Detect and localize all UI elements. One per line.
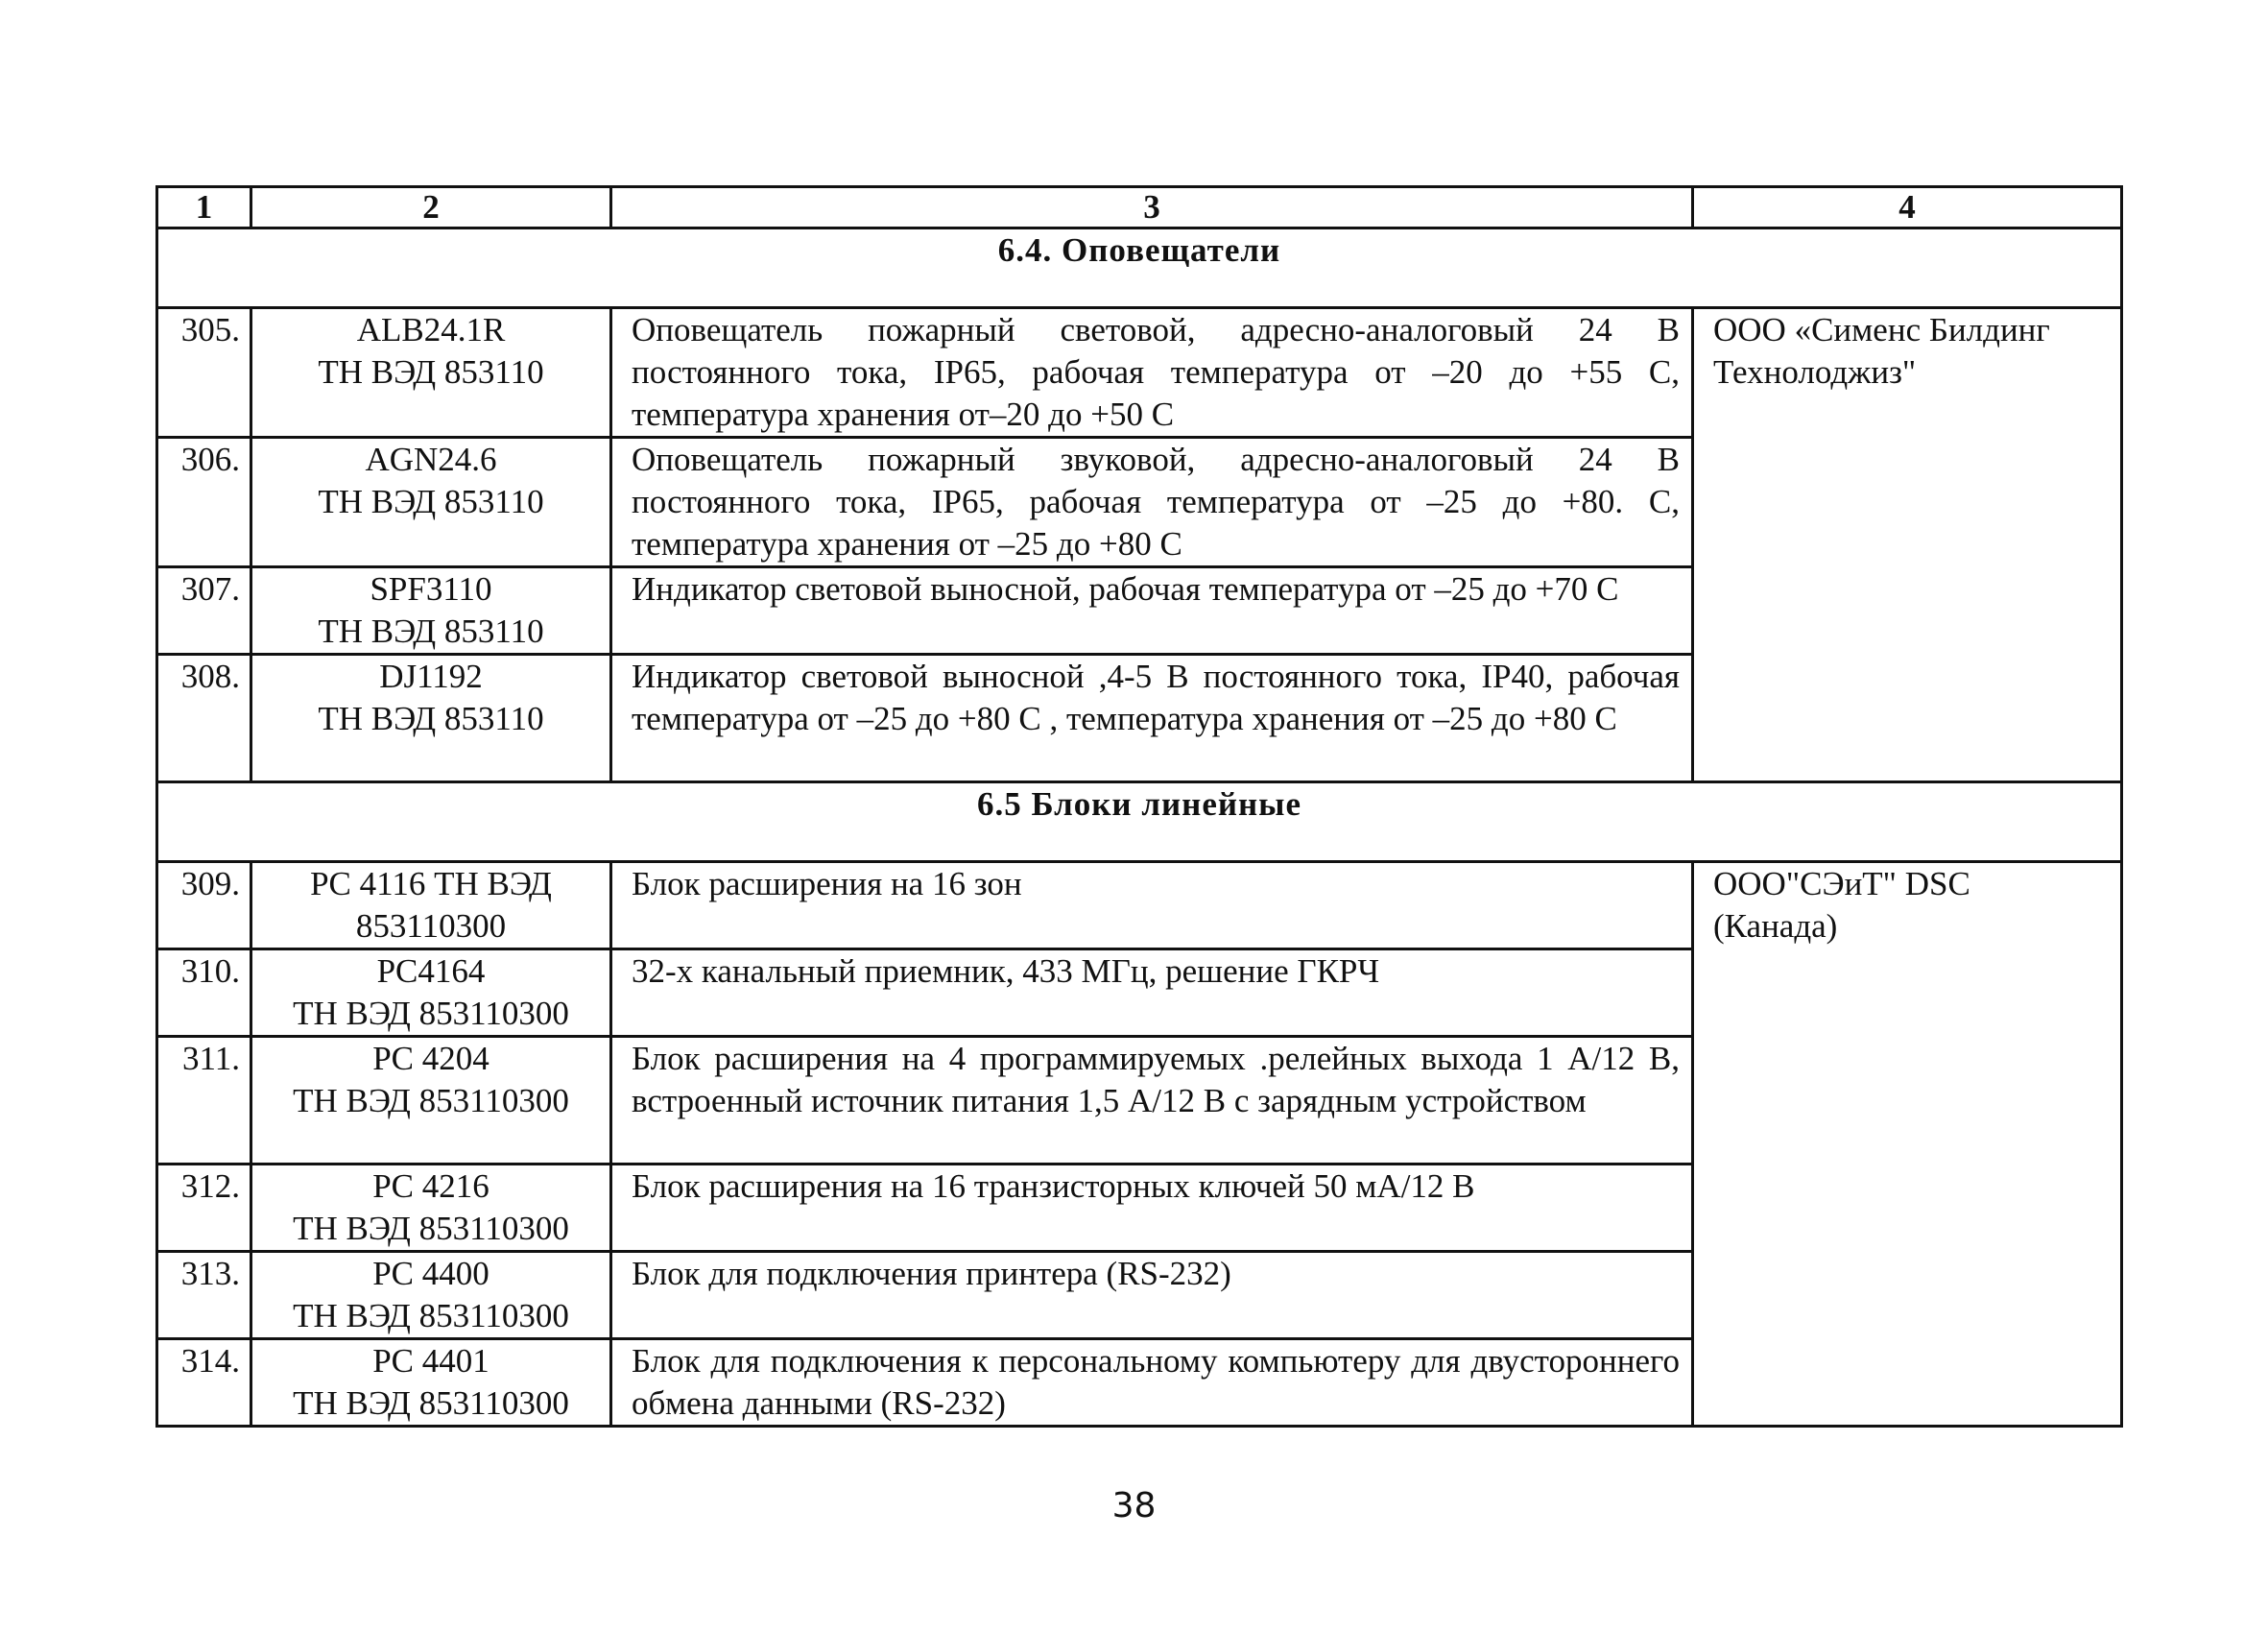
row-number: 308.: [157, 655, 251, 782]
table-row: [157, 862, 2122, 949]
product-description: 32-х канальный приемник, 433 МГц, решение ГКРЧ: [611, 949, 1693, 1037]
section-heading-row: [157, 782, 2122, 862]
model-name: PC 4204: [372, 1040, 489, 1077]
product-code: [251, 1252, 611, 1339]
product-description: Индикатор световой выносной, рабочая температура от –25 до +70 С: [611, 567, 1693, 655]
customs-code: ТН ВЭД 853110300: [293, 1384, 569, 1422]
customs-code: ТН ВЭД 853110300: [293, 1297, 569, 1334]
model-name: PC 4401: [372, 1342, 489, 1380]
row-number: 312.: [157, 1165, 251, 1252]
product-description: Блок расширения на 16 зон: [611, 862, 1693, 949]
page-number: 38: [1111, 1486, 1157, 1525]
model-name: PC4164: [376, 952, 486, 990]
column-number-row: [157, 187, 2122, 228]
product-description: Индикатор световой выносной ,4-5 В постоянного тока, IP40, рабочая температура от –25 до +80 С , температура хранения от –25 до +80 С: [611, 655, 1693, 782]
row-number: 313.: [157, 1252, 251, 1339]
supplier-name: Технолоджиз": [1713, 353, 1917, 391]
customs-code: ТН ВЭД 853110300: [293, 1210, 569, 1247]
model-name: PC 4400: [372, 1255, 489, 1292]
section-title: 6.4. Оповещатели: [157, 228, 2122, 308]
product-description: Оповещатель пожарный звуковой, адресно-аналоговый 24 В постоянного тока, IP65, рабочая температура от –25 до +80. С, температура хранения от –25 до +80 С: [611, 438, 1693, 567]
model-name: DJ1192: [379, 658, 483, 695]
product-description: Блок для подключения принтера (RS-232): [611, 1252, 1693, 1339]
row-number: 307.: [157, 567, 251, 655]
column-number: 1: [157, 187, 251, 228]
product-code: [251, 567, 611, 655]
customs-code: ТН ВЭД 853110300: [293, 1082, 569, 1119]
product-code: [251, 1165, 611, 1252]
product-code: [251, 1037, 611, 1165]
product-code: [251, 438, 611, 567]
product-code: [251, 308, 611, 438]
row-number: 310.: [157, 949, 251, 1037]
row-number: 309.: [157, 862, 251, 949]
customs-code: ТН ВЭД 853110: [318, 483, 544, 520]
model-name: PC 4216: [372, 1167, 489, 1205]
product-code: [251, 1339, 611, 1427]
product-description: Блок расширения на 4 программируемых .релейных выхода 1 А/12 В, встроенный источник питания 1,5 А/12 В с зарядным устройством: [611, 1037, 1693, 1165]
customs-code: ТН ВЭД 853110300: [293, 995, 569, 1032]
model-name: ALB24.1R: [356, 311, 506, 348]
row-number: 305.: [157, 308, 251, 438]
supplier-country: (Канада): [1713, 907, 1838, 945]
supplier-name: ООО «Сименс Билдинг: [1713, 311, 2050, 348]
product-description: Блок для подключения к персональному компьютеру для двустороннего обмена данными (RS-232): [611, 1339, 1693, 1427]
supplier-cell: [1693, 308, 2122, 782]
row-number: 314.: [157, 1339, 251, 1427]
column-number: 3: [611, 187, 1693, 228]
section-heading-row: [157, 228, 2122, 308]
model-name: AGN24.6: [365, 441, 497, 478]
row-number: 306.: [157, 438, 251, 567]
product-description: Оповещатель пожарный световой, адресно-аналоговый 24 В постоянного тока, IP65, рабочая температура от –20 до +55 С, температура хранения от–20 до +50 С: [611, 308, 1693, 438]
product-code: [251, 655, 611, 782]
product-description: Блок расширения на 16 транзисторных ключей 50 мА/12 В: [611, 1165, 1693, 1252]
model-name: SPF3110: [370, 570, 492, 608]
section-title: 6.5 Блоки линейные: [157, 782, 2122, 862]
specification-table: [155, 185, 2123, 1428]
row-number: 311.: [157, 1037, 251, 1165]
customs-code: ТН ВЭД 853110: [318, 353, 544, 391]
supplier-name: ООО"СЭиТ" DSC: [1713, 865, 1970, 902]
product-code: [251, 949, 611, 1037]
supplier-cell: [1693, 862, 2122, 1427]
table-row: [157, 308, 2122, 438]
product-code: [251, 862, 611, 949]
customs-code: ТН ВЭД 853110: [318, 700, 544, 737]
column-number: 2: [251, 187, 611, 228]
model-name: PC 4116 ТН ВЭД: [310, 865, 552, 902]
customs-code: ТН ВЭД 853110: [318, 612, 544, 650]
customs-code: 853110300: [355, 907, 507, 945]
column-number: 4: [1693, 187, 2122, 228]
